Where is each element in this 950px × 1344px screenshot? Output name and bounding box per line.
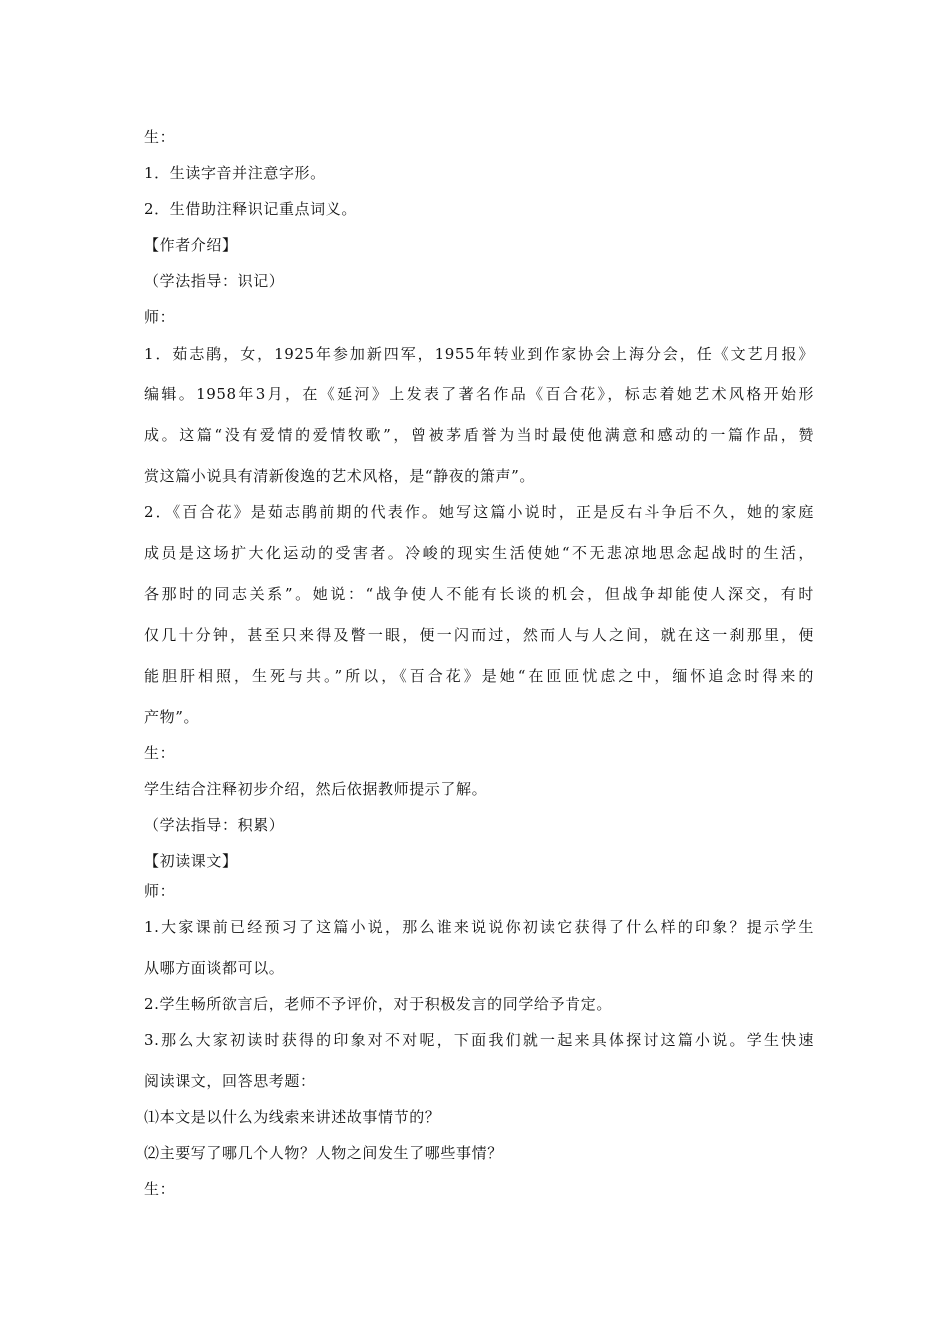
text-line-17: 生： <box>144 744 176 762</box>
text-line-11: 2．《百合花》是茹志鹃前期的代表作。她写这篇小说时，正是反右斗争后不久，她的家庭 <box>144 503 814 521</box>
text-line-15: 能胆肝相照，生死与共。”所以，《百合花》是她“在匝匝忧虑之中，缅怀追念时得来的 <box>144 667 814 685</box>
text-line-27: ⑴本文是以什么为线索来讲述故事情节的？ <box>144 1108 441 1126</box>
text-line-7: 1．茹志鹃，女，1925年参加新四军，1955年转业到作家协会上海分会，任《文艺月报》 <box>144 345 814 363</box>
text-line-3: 2．生借助注释识记重点词义。 <box>144 200 357 218</box>
text-line-1: 生： <box>144 128 176 146</box>
text-line-19: （学法指导：积累） <box>144 816 285 834</box>
text-line-2: 1．生读字音并注意字形。 <box>144 164 326 182</box>
text-line-22: 1.大家课前已经预习了这篇小说，那么谁来说说你初读它获得了什么样的印象？提示学生 <box>144 918 814 936</box>
section-heading-author: 【作者介绍】 <box>144 236 238 254</box>
section-heading-reading: 【初读课文】 <box>144 852 238 870</box>
text-line-8: 编辑。1958年3月，在《延河》上发表了著名作品《百合花》，标志着她艺术风格开始形 <box>144 385 814 403</box>
text-line-28: ⑵主要写了哪几个人物？人物之间发生了哪些事情？ <box>144 1144 503 1162</box>
text-line-24: 2.学生畅所欲言后，老师不予评价，对于积极发言的同学给予肯定。 <box>144 995 612 1013</box>
text-line-5: （学法指导：识记） <box>144 272 285 290</box>
text-line-26: 阅读课文，回答思考题： <box>144 1072 316 1090</box>
text-line-16: 产物”。 <box>144 708 200 726</box>
text-line-25: 3.那么大家初读时获得的印象对不对呢，下面我们就一起来具体探讨这篇小说。学生快速 <box>144 1031 814 1049</box>
text-line-14: 仅几十分钟，甚至只来得及瞥一眼，便一闪而过，然而人与人之间，就在这一刹那里，便 <box>144 626 814 644</box>
text-line-18: 学生结合注释初步介绍，然后依据教师提示了解。 <box>144 780 488 798</box>
text-line-21: 师： <box>144 882 176 900</box>
text-line-29: 生： <box>144 1180 176 1198</box>
text-line-9: 成。这篇“没有爱情的爱情牧歌”，曾被茅盾誉为当时最使他满意和感动的一篇作品，赞 <box>144 426 814 444</box>
text-line-23: 从哪方面谈都可以。 <box>144 959 285 977</box>
text-line-13: 各那时的同志关系”。她说：“战争使人不能有长谈的机会，但战争却能使人深交，有时 <box>144 585 814 603</box>
text-line-6: 师： <box>144 308 176 326</box>
text-line-10: 赏这篇小说具有清新俊逸的艺术风格，是“静夜的箫声”。 <box>144 467 535 485</box>
text-line-12: 成员是这场扩大化运动的受害者。冷峻的现实生活使她“不无悲凉地思念起战时的生活， <box>144 544 814 562</box>
